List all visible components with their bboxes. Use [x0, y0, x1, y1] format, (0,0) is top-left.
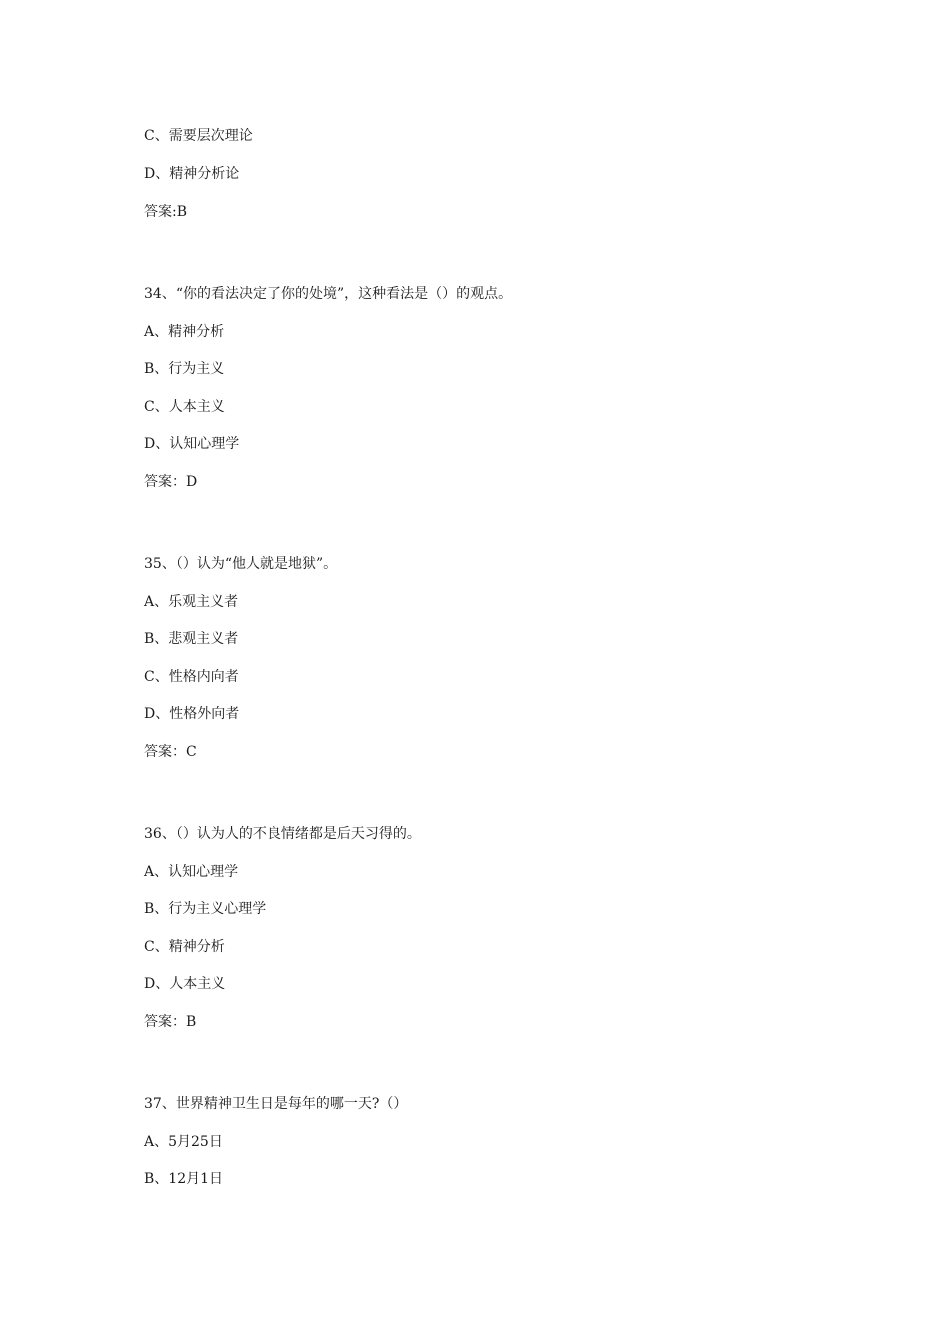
question-37: 37、世界精神卫生日是每年的哪一天?（） [144, 1096, 408, 1112]
option-d: D、精神分析论 [144, 166, 240, 182]
option-b: B、行为主义 [144, 361, 225, 377]
option-c: C、需要层次理论 [144, 128, 253, 144]
option-a: A、乐观主义者 [144, 594, 239, 610]
question-34: 34、“你的看法决定了你的处境”，这种看法是（）的观点。 [144, 286, 513, 302]
option-a: A、精神分析 [144, 324, 225, 340]
option-b: B、行为主义心理学 [144, 901, 267, 917]
option-a: A、认知心理学 [144, 864, 239, 880]
question-36: 36、（）认为人的不良情绪都是后天习得的。 [144, 826, 421, 842]
option-c: C、性格内向者 [144, 669, 239, 685]
answer: 答案：C [144, 744, 197, 760]
question-35: 35、（）认为“他人就是地狱”。 [144, 556, 338, 572]
option-d: D、人本主义 [144, 976, 226, 992]
option-c: C、精神分析 [144, 939, 225, 955]
option-d: D、认知心理学 [144, 436, 240, 452]
option-a: A、5月25日 [144, 1134, 223, 1150]
answer: 答案：D [144, 474, 198, 490]
answer: 答案：B [144, 1014, 197, 1030]
answer: 答案:B [144, 204, 188, 220]
option-c: C、人本主义 [144, 399, 225, 415]
option-b: B、悲观主义者 [144, 631, 239, 647]
option-d: D、性格外向者 [144, 706, 240, 722]
option-b: B、12月1日 [144, 1171, 224, 1187]
